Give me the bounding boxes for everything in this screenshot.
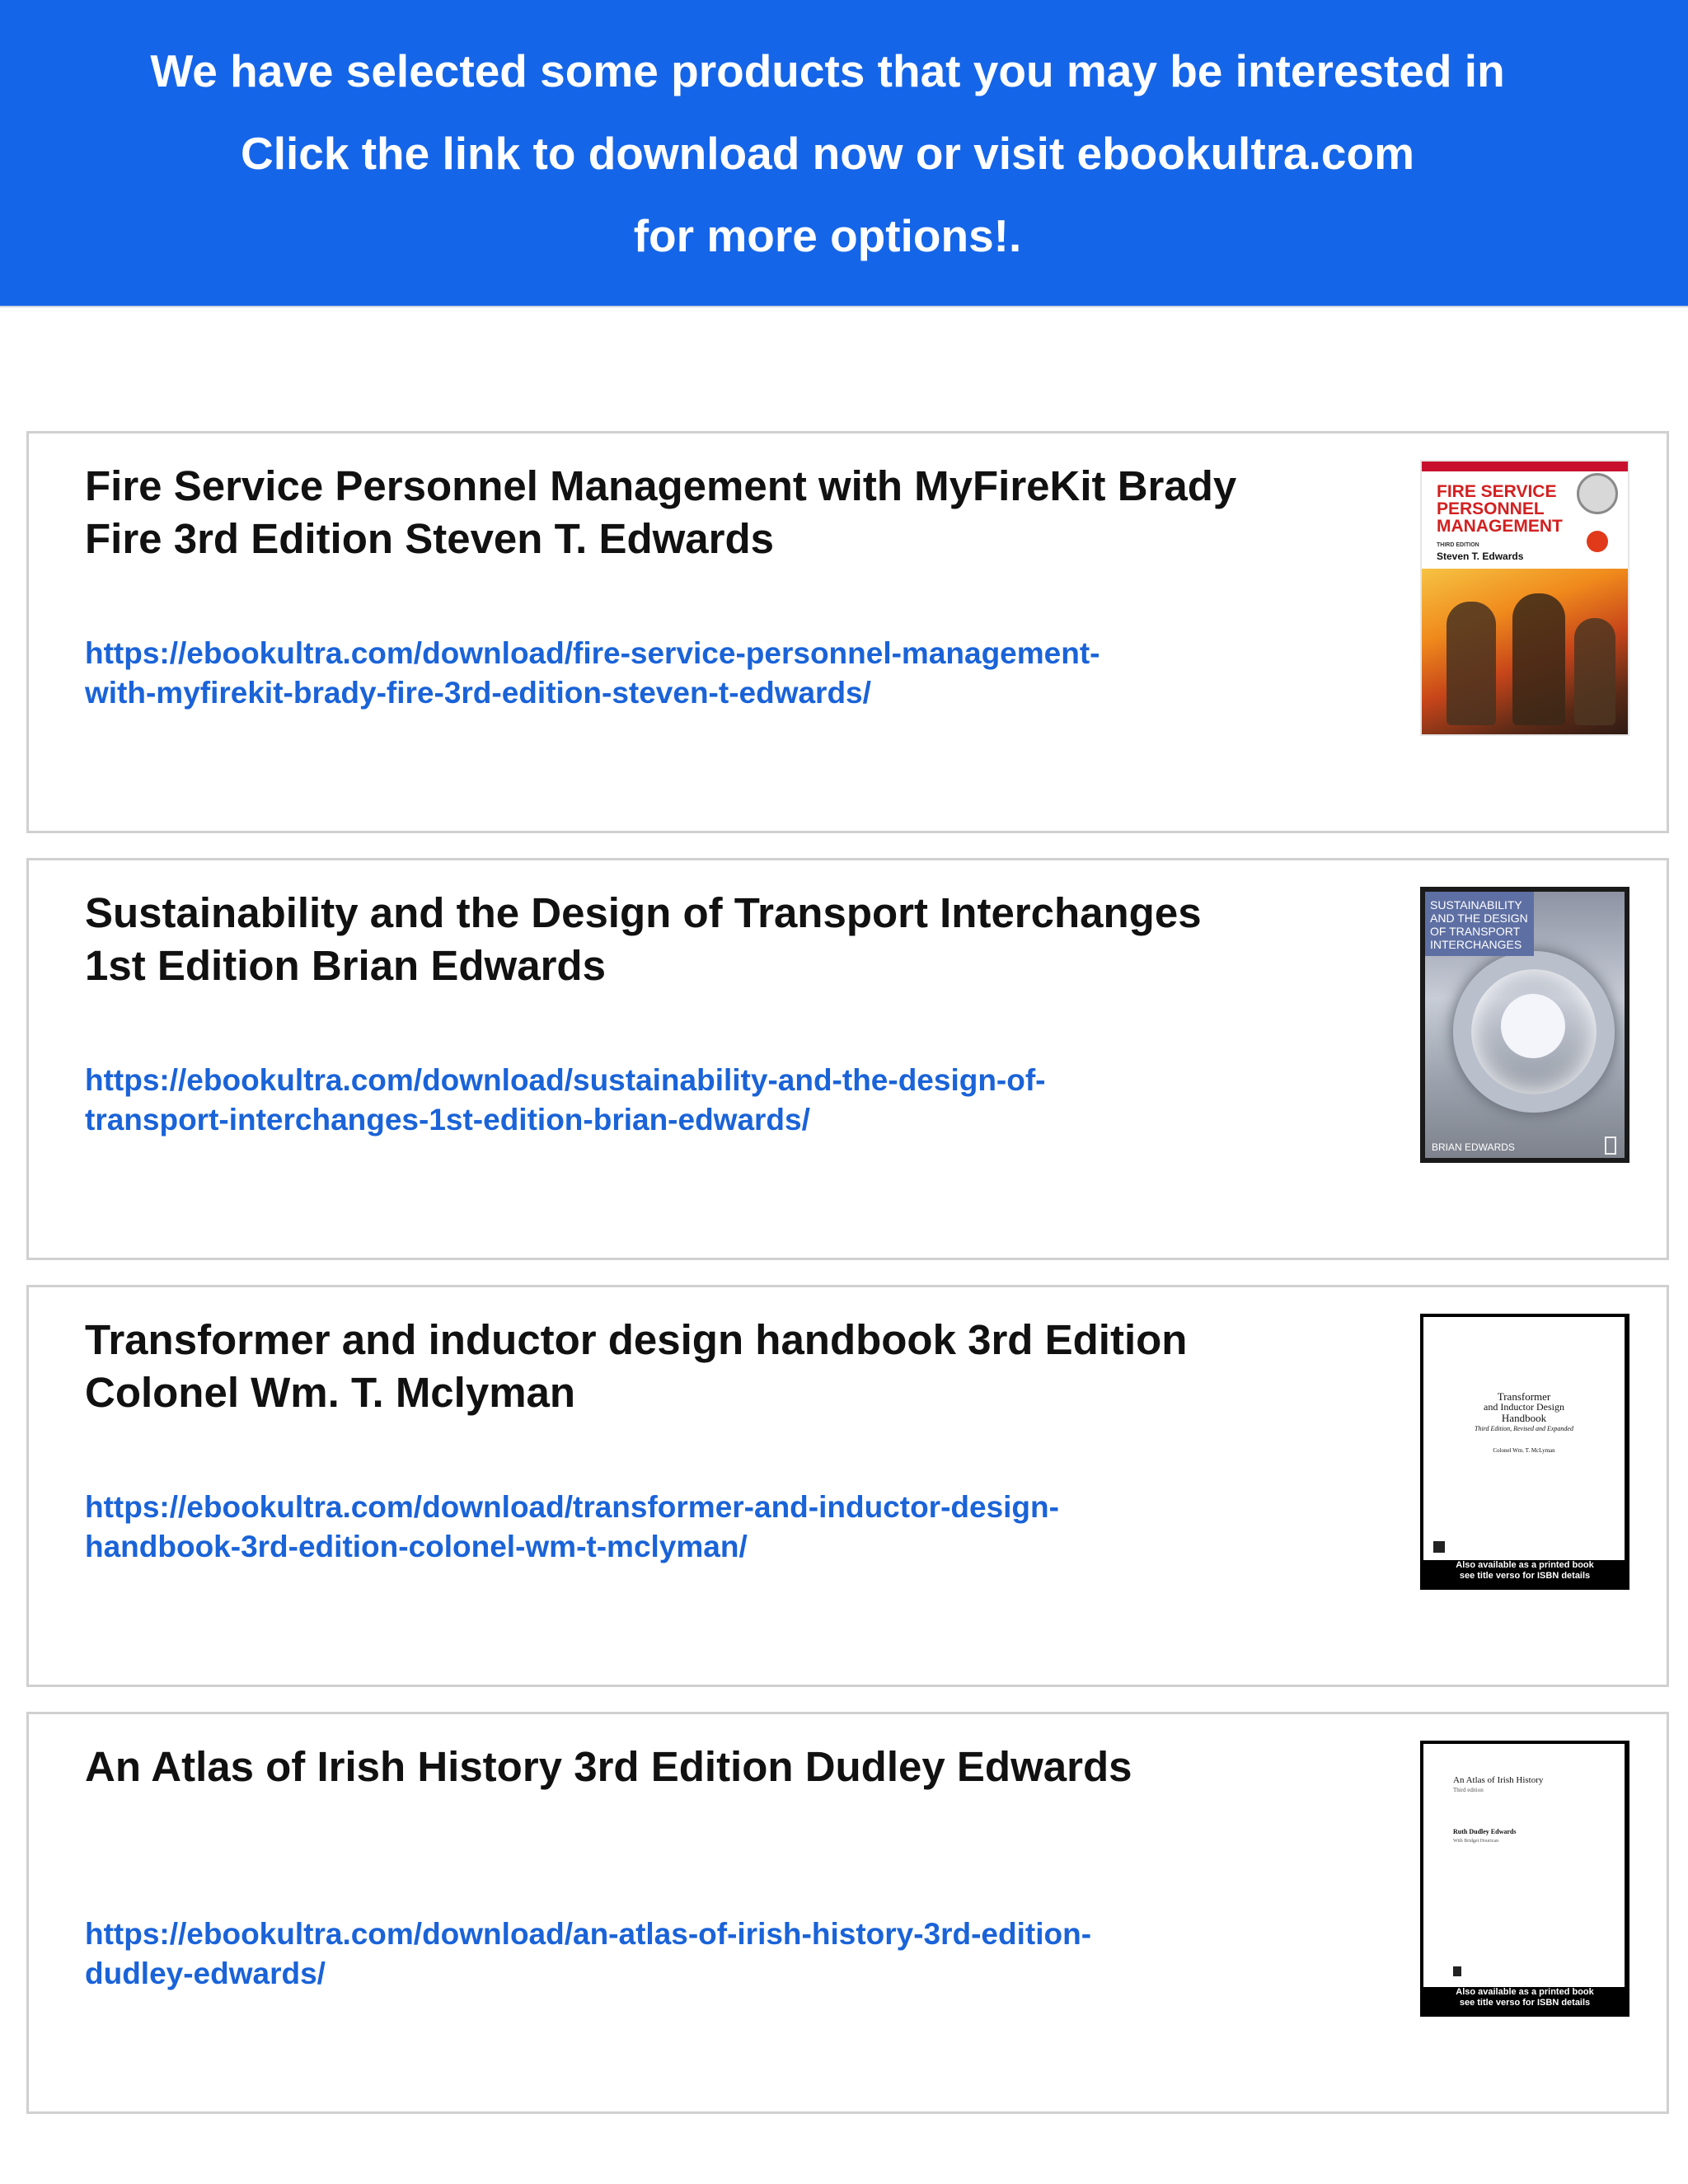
- firefighter-figure: [1574, 618, 1615, 725]
- download-link-line[interactable]: handbook-3rd-edition-colonel-wm-t-mclyman/: [85, 1530, 748, 1563]
- product-card: [26, 1712, 1669, 2114]
- skylight: [1501, 994, 1565, 1058]
- availability-line: see title verso for ISBN details: [1459, 1998, 1591, 2008]
- cover-band: [1422, 462, 1628, 471]
- cover-title: An Atlas of Irish History: [1453, 1775, 1544, 1785]
- product-title: [85, 1741, 1321, 1793]
- print-availability-note: [1420, 1560, 1629, 1582]
- cover-subtitle: Third Edition, Revised and Expanded: [1475, 1425, 1573, 1432]
- product-title: [85, 1314, 1321, 1419]
- cover-title: SUSTAINABILITY AND THE DESIGN OF TRANSPORT INTERCHANGES: [1430, 898, 1528, 951]
- product-title-line: 1st Edition Brian Edwards: [85, 942, 606, 989]
- cover-coauthor: With Bridget Hourican: [1453, 1839, 1499, 1844]
- firefighter-figure: [1512, 593, 1565, 725]
- product-title: [85, 887, 1321, 992]
- download-link-line[interactable]: https://ebookultra.com/download/fire-service-personnel-management-: [85, 636, 1100, 670]
- download-link[interactable]: [85, 1061, 1321, 1140]
- product-card: [26, 431, 1669, 833]
- product-title-line: Sustainability and the Design of Transport Interchanges: [85, 889, 1202, 936]
- download-link-line[interactable]: https://ebookultra.com/download/an-atlas-of-irish-history-3rd-edition-: [85, 1917, 1092, 1951]
- banner-headline: We have selected some products that you may be interested in: [150, 45, 1505, 96]
- publisher-logo-icon: [1433, 1541, 1445, 1553]
- product-title: [85, 460, 1321, 565]
- product-title-line: Transformer and inductor design handbook 3rd Edition: [85, 1316, 1188, 1363]
- product-card: [26, 1285, 1669, 1687]
- availability-line: Also available as a printed book: [1456, 1560, 1594, 1570]
- book-cover-image[interactable]: [1420, 887, 1629, 1163]
- cover-author: Colonel Wm. T. McLyman: [1493, 1447, 1555, 1454]
- banner-tagline: for more options!.: [633, 210, 1022, 261]
- product-title-line: Fire Service Personnel Management with MyFireKit Brady: [85, 462, 1237, 509]
- banner-subline: Click the link to download now or visit ebookultra.com: [240, 128, 1415, 179]
- cover-author: Ruth Dudley Edwards: [1453, 1828, 1517, 1835]
- cover-author: Steven T. Edwards: [1437, 551, 1524, 562]
- fire-emblem-icon: [1587, 531, 1608, 552]
- cover-title: Transformer: [1497, 1390, 1551, 1403]
- download-link[interactable]: [85, 1915, 1321, 1994]
- book-cover-image[interactable]: [1420, 1314, 1629, 1590]
- download-link-line[interactable]: transport-interchanges-1st-edition-brian-edwards/: [85, 1103, 810, 1137]
- cover-edition: Third edition: [1453, 1787, 1484, 1793]
- cover-title: Handbook: [1501, 1412, 1547, 1424]
- print-availability-note: [1420, 1987, 1629, 2008]
- mykit-badge-icon: [1577, 473, 1618, 514]
- availability-line: see title verso for ISBN details: [1459, 1571, 1591, 1581]
- cover-title: and Inductor Design: [1484, 1401, 1564, 1413]
- download-link[interactable]: [85, 1488, 1321, 1567]
- product-card: [26, 858, 1669, 1260]
- cover-title: FIRE SERVICE PERSONNEL MANAGEMENT: [1437, 482, 1563, 536]
- firefighter-figure: [1447, 602, 1496, 725]
- cover-title-page: [1423, 1317, 1625, 1560]
- publisher-logo-icon: [1453, 1966, 1461, 1976]
- product-title-line: An Atlas of Irish History 3rd Edition Dudley Edwards: [85, 1743, 1132, 1790]
- book-cover-image[interactable]: [1420, 1741, 1629, 2017]
- product-title-line: Fire 3rd Edition Steven T. Edwards: [85, 515, 775, 562]
- cover-title-page: [1423, 1744, 1625, 1987]
- cover-title-block: [1425, 892, 1534, 956]
- book-cover-image[interactable]: [1420, 460, 1629, 736]
- cover-edition: THIRD EDITION: [1437, 542, 1479, 548]
- download-link-line[interactable]: https://ebookultra.com/download/transformer-and-inductor-design-: [85, 1490, 1059, 1524]
- publisher-logo-icon: [1605, 1137, 1616, 1155]
- cover-author: BRIAN EDWARDS: [1432, 1141, 1515, 1153]
- promo-banner: [0, 0, 1688, 307]
- download-link-line[interactable]: dudley-edwards/: [85, 1957, 326, 1990]
- download-link-line[interactable]: https://ebookultra.com/download/sustainability-and-the-design-of-: [85, 1063, 1046, 1097]
- product-title-line: Colonel Wm. T. Mclyman: [85, 1369, 576, 1416]
- download-link[interactable]: [85, 634, 1321, 713]
- download-link-line[interactable]: with-myfirekit-brady-fire-3rd-edition-steven-t-edwards/: [85, 676, 871, 710]
- availability-line: Also available as a printed book: [1456, 1987, 1594, 1997]
